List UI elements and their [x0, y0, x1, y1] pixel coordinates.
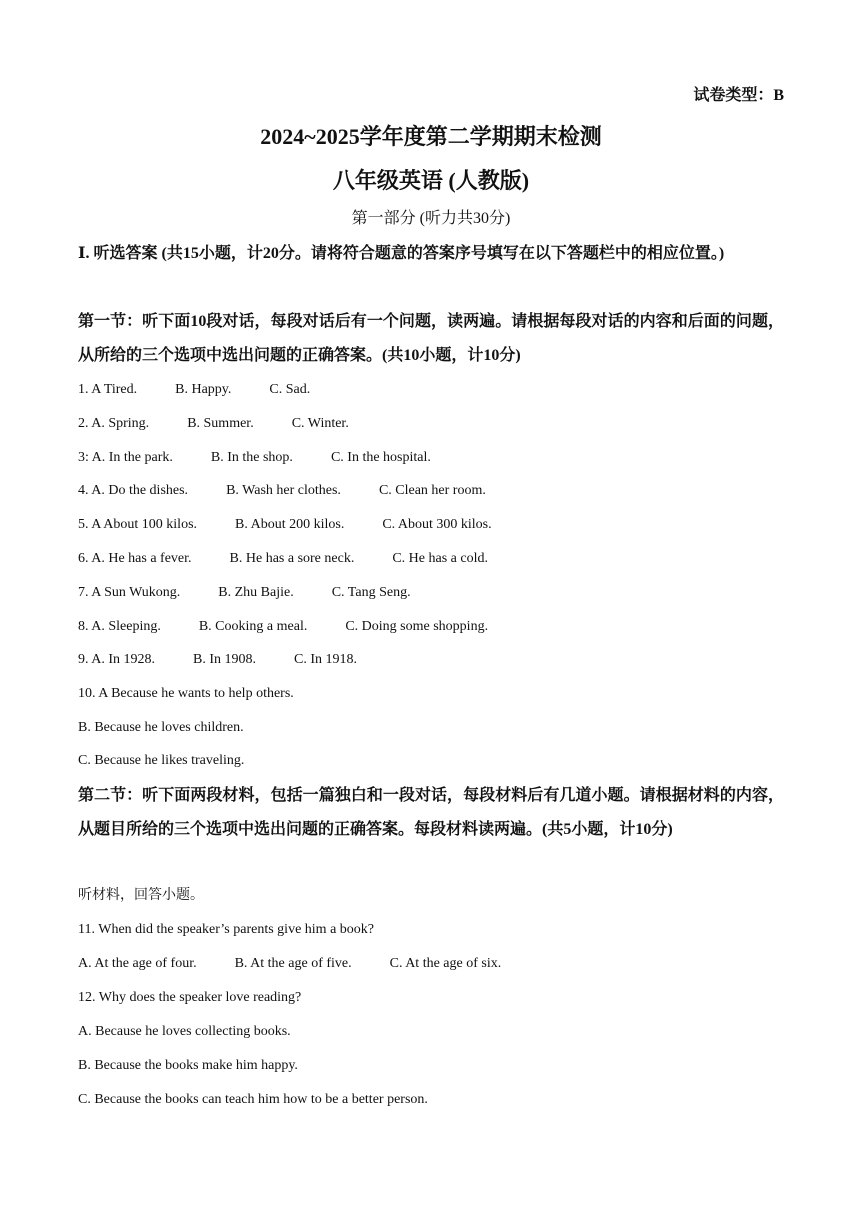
- question-1: [78, 380, 310, 400]
- question-option: B. In 1908.: [193, 652, 256, 667]
- section-1-instruction: 第一节：听下面10段对话，每段对话后有一个问题，读两遍。请根据每段对话的内容和后面的问题，从所给的三个选项中选出问题的正确答案。(共10小题，计10分): [78, 313, 784, 364]
- question-option: 7. A Sun Wukong.: [78, 585, 181, 600]
- exam-title: 2024~2025学年度第二学期期末检测: [260, 124, 602, 149]
- question-option: A. At the age of four.: [78, 956, 197, 971]
- question-12-option-b: B. Because the books make him happy.: [78, 1058, 298, 1073]
- question-option: C. Tang Seng.: [331, 585, 411, 600]
- question-12-option-c: C. Because the books can teach him how to be a better person.: [78, 1092, 428, 1107]
- question-11-options: [78, 954, 501, 974]
- exam-subtitle: 八年级英语 (人教版): [332, 168, 530, 193]
- question-10-option-c: C. Because he likes traveling.: [78, 753, 245, 768]
- question-option: B. About 200 kilos.: [235, 517, 345, 532]
- question-option: B. Summer.: [187, 416, 254, 431]
- question-6: [78, 549, 488, 569]
- question-option: C. Sad.: [269, 382, 311, 397]
- question-option: 8. A. Sleeping.: [78, 619, 161, 634]
- part-one-title: 第一部分 (听力共30分): [351, 210, 511, 227]
- question-8: [78, 617, 488, 637]
- question-12-stem: 12. Why does the speaker love reading?: [78, 990, 302, 1005]
- section-i-instruction: Ⅰ. 听选答案 (共15小题，计20分。请将符合题意的答案序号填写在以下答题栏中的相应位置。): [78, 245, 725, 262]
- question-option: C. At the age of six.: [389, 956, 502, 971]
- question-option: B. Wash her clothes.: [226, 483, 341, 498]
- question-option: C. Doing some shopping.: [345, 619, 489, 634]
- question-5: [78, 515, 492, 535]
- question-option: 3: A. In the park.: [78, 450, 173, 465]
- question-10-option-a: 10. A Because he wants to help others.: [78, 686, 294, 701]
- question-10-option-b: B. Because he loves children.: [78, 720, 244, 735]
- question-option: 4. A. Do the dishes.: [78, 483, 189, 498]
- section-2-instruction: 第二节：听下面两段材料，包括一篇独白和一段对话，每段材料后有几道小题。请根据材料的内容，从题目所给的三个选项中选出问题的正确答案。每段材料读两遍。(共5小题，计10分): [78, 787, 784, 838]
- question-option: 1. A Tired.: [78, 382, 138, 397]
- paper-type-label: 试卷类型：B: [693, 87, 784, 104]
- question-option: C. Clean her room.: [378, 483, 486, 498]
- question-3: [78, 448, 431, 468]
- question-2: [78, 414, 349, 434]
- question-option: 9. A. In 1928.: [78, 652, 155, 667]
- question-9: [78, 650, 357, 670]
- question-11-stem: 11. When did the speaker’s parents give him a book?: [78, 922, 374, 937]
- question-option: B. Zhu Bajie.: [218, 585, 294, 600]
- question-option: 5. A About 100 kilos.: [78, 517, 198, 532]
- listen-prompt: 听材料，回答小题。: [78, 888, 204, 903]
- question-option: C. In 1918.: [294, 652, 357, 667]
- exam-page: [78, 0, 784, 1216]
- question-option: B. Cooking a meal.: [198, 619, 308, 634]
- question-option: B. In the shop.: [210, 450, 293, 465]
- question-12-option-a: A. Because he loves collecting books.: [78, 1024, 291, 1039]
- question-option: C. Winter.: [291, 416, 349, 431]
- question-option: C. In the hospital.: [330, 450, 431, 465]
- question-option: B. Happy.: [175, 382, 232, 397]
- question-4: [78, 481, 486, 501]
- question-option: C. He has a cold.: [392, 551, 488, 566]
- question-option: C. About 300 kilos.: [382, 517, 492, 532]
- question-option: 2. A. Spring.: [78, 416, 150, 431]
- question-7: [78, 583, 411, 603]
- question-option: B. He has a sore neck.: [229, 551, 355, 566]
- question-option: B. At the age of five.: [234, 956, 352, 971]
- question-option: 6. A. He has a fever.: [78, 551, 192, 566]
